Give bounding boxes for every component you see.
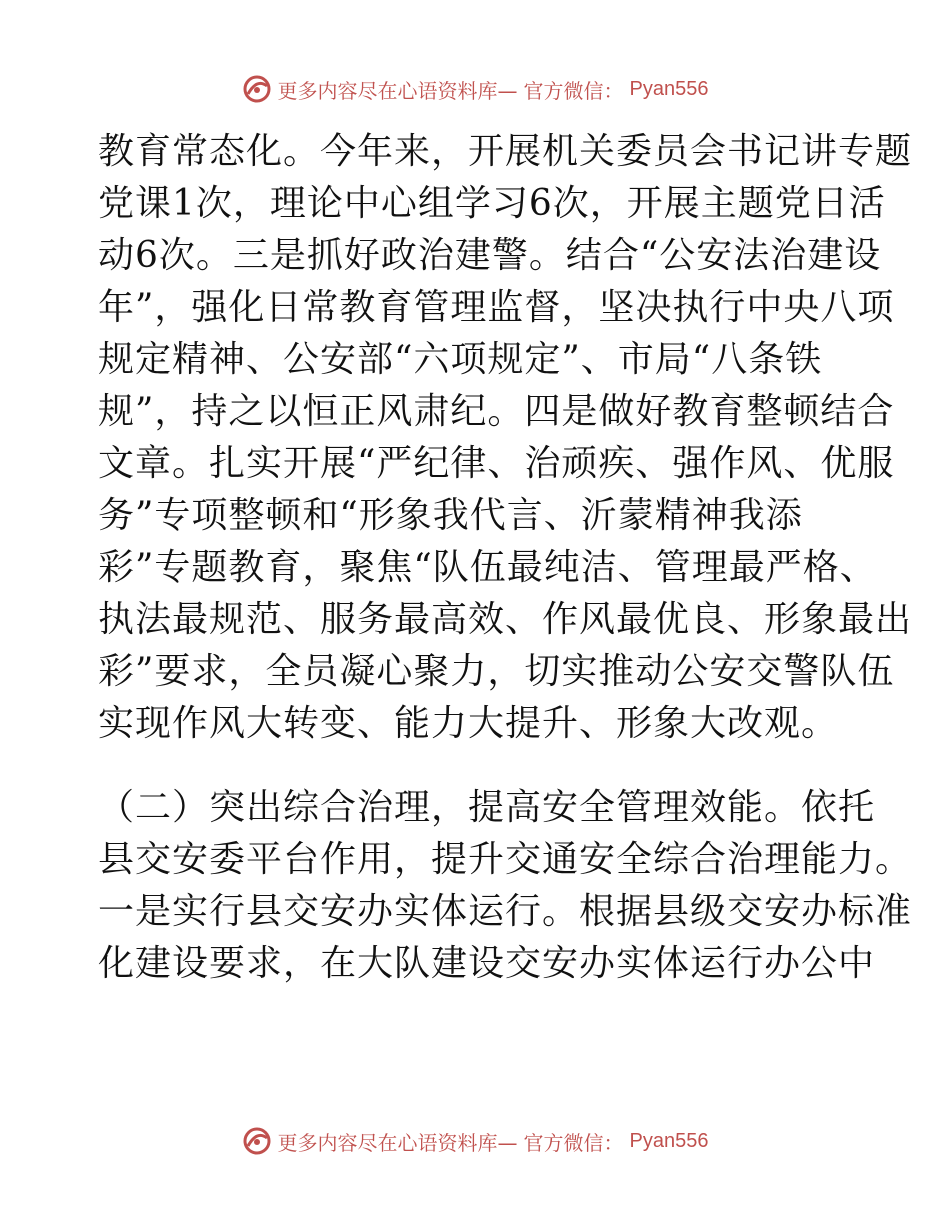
text-line: 实现作风大转变、能力大提升、形象大改观。	[98, 703, 839, 744]
text-line: 彩”专题教育，聚焦“队伍最纯洁、管理最严格、	[98, 547, 877, 588]
watermark-label: 官方微信：	[523, 78, 624, 103]
watermark-account: Pyan556	[629, 1129, 709, 1152]
paragraph-spacer	[98, 750, 858, 782]
text-line: 务”专项整顿和“形象我代言、沂蒙精神我添	[98, 495, 803, 536]
paragraph-1	[98, 126, 913, 750]
watermark-account: Pyan556	[629, 77, 709, 100]
text-line: 年”，强化日常教育管理监督，坚决执行中央八项	[98, 287, 895, 328]
text-line: 县交安委平台作用，提升交通安全综合治理能力。	[98, 839, 913, 880]
text-line: 动6次。三是抓好政治建警。结合“公安法治建设	[98, 235, 882, 276]
text-line: 一是实行县交安办实体运行。根据县级交安办标准	[98, 891, 913, 932]
watermark-label: 官方微信：	[523, 1130, 624, 1155]
text-line: 执法最规范、服务最高效、作风最优良、形象最出	[98, 599, 913, 640]
watermark-text: 更多内容尽在心语资料库—	[277, 1130, 518, 1155]
text-line: 规”，持之以恒正风肃纪。四是做好教育整顿结合	[98, 391, 895, 432]
text-line: 规定精神、公安部“六项规定”、市局“八条铁	[98, 339, 823, 380]
watermark-text: 更多内容尽在心语资料库—	[277, 78, 518, 103]
text-line: 文章。扎实开展“严纪律、治顽疾、强作风、优服	[98, 443, 895, 484]
text-line: 党课1次，理论中心组学习6次，开展主题党日活	[98, 183, 886, 224]
brand-logo-icon	[242, 1126, 272, 1156]
footer-watermark	[0, 1126, 950, 1156]
document-body	[98, 126, 913, 990]
text-line: 化建设要求，在大队建设交安办实体运行办公中	[98, 943, 876, 984]
text-line: （二）突出综合治理，提高安全管理效能。依托	[98, 787, 876, 828]
brand-logo-icon	[242, 74, 272, 104]
header-watermark	[0, 74, 950, 104]
text-line: 教育常态化。今年来，开展机关委员会书记讲专题	[98, 131, 913, 172]
text-line: 彩”要求，全员凝心聚力，切实推动公安交警队伍	[98, 651, 895, 692]
paragraph-2	[98, 782, 913, 990]
